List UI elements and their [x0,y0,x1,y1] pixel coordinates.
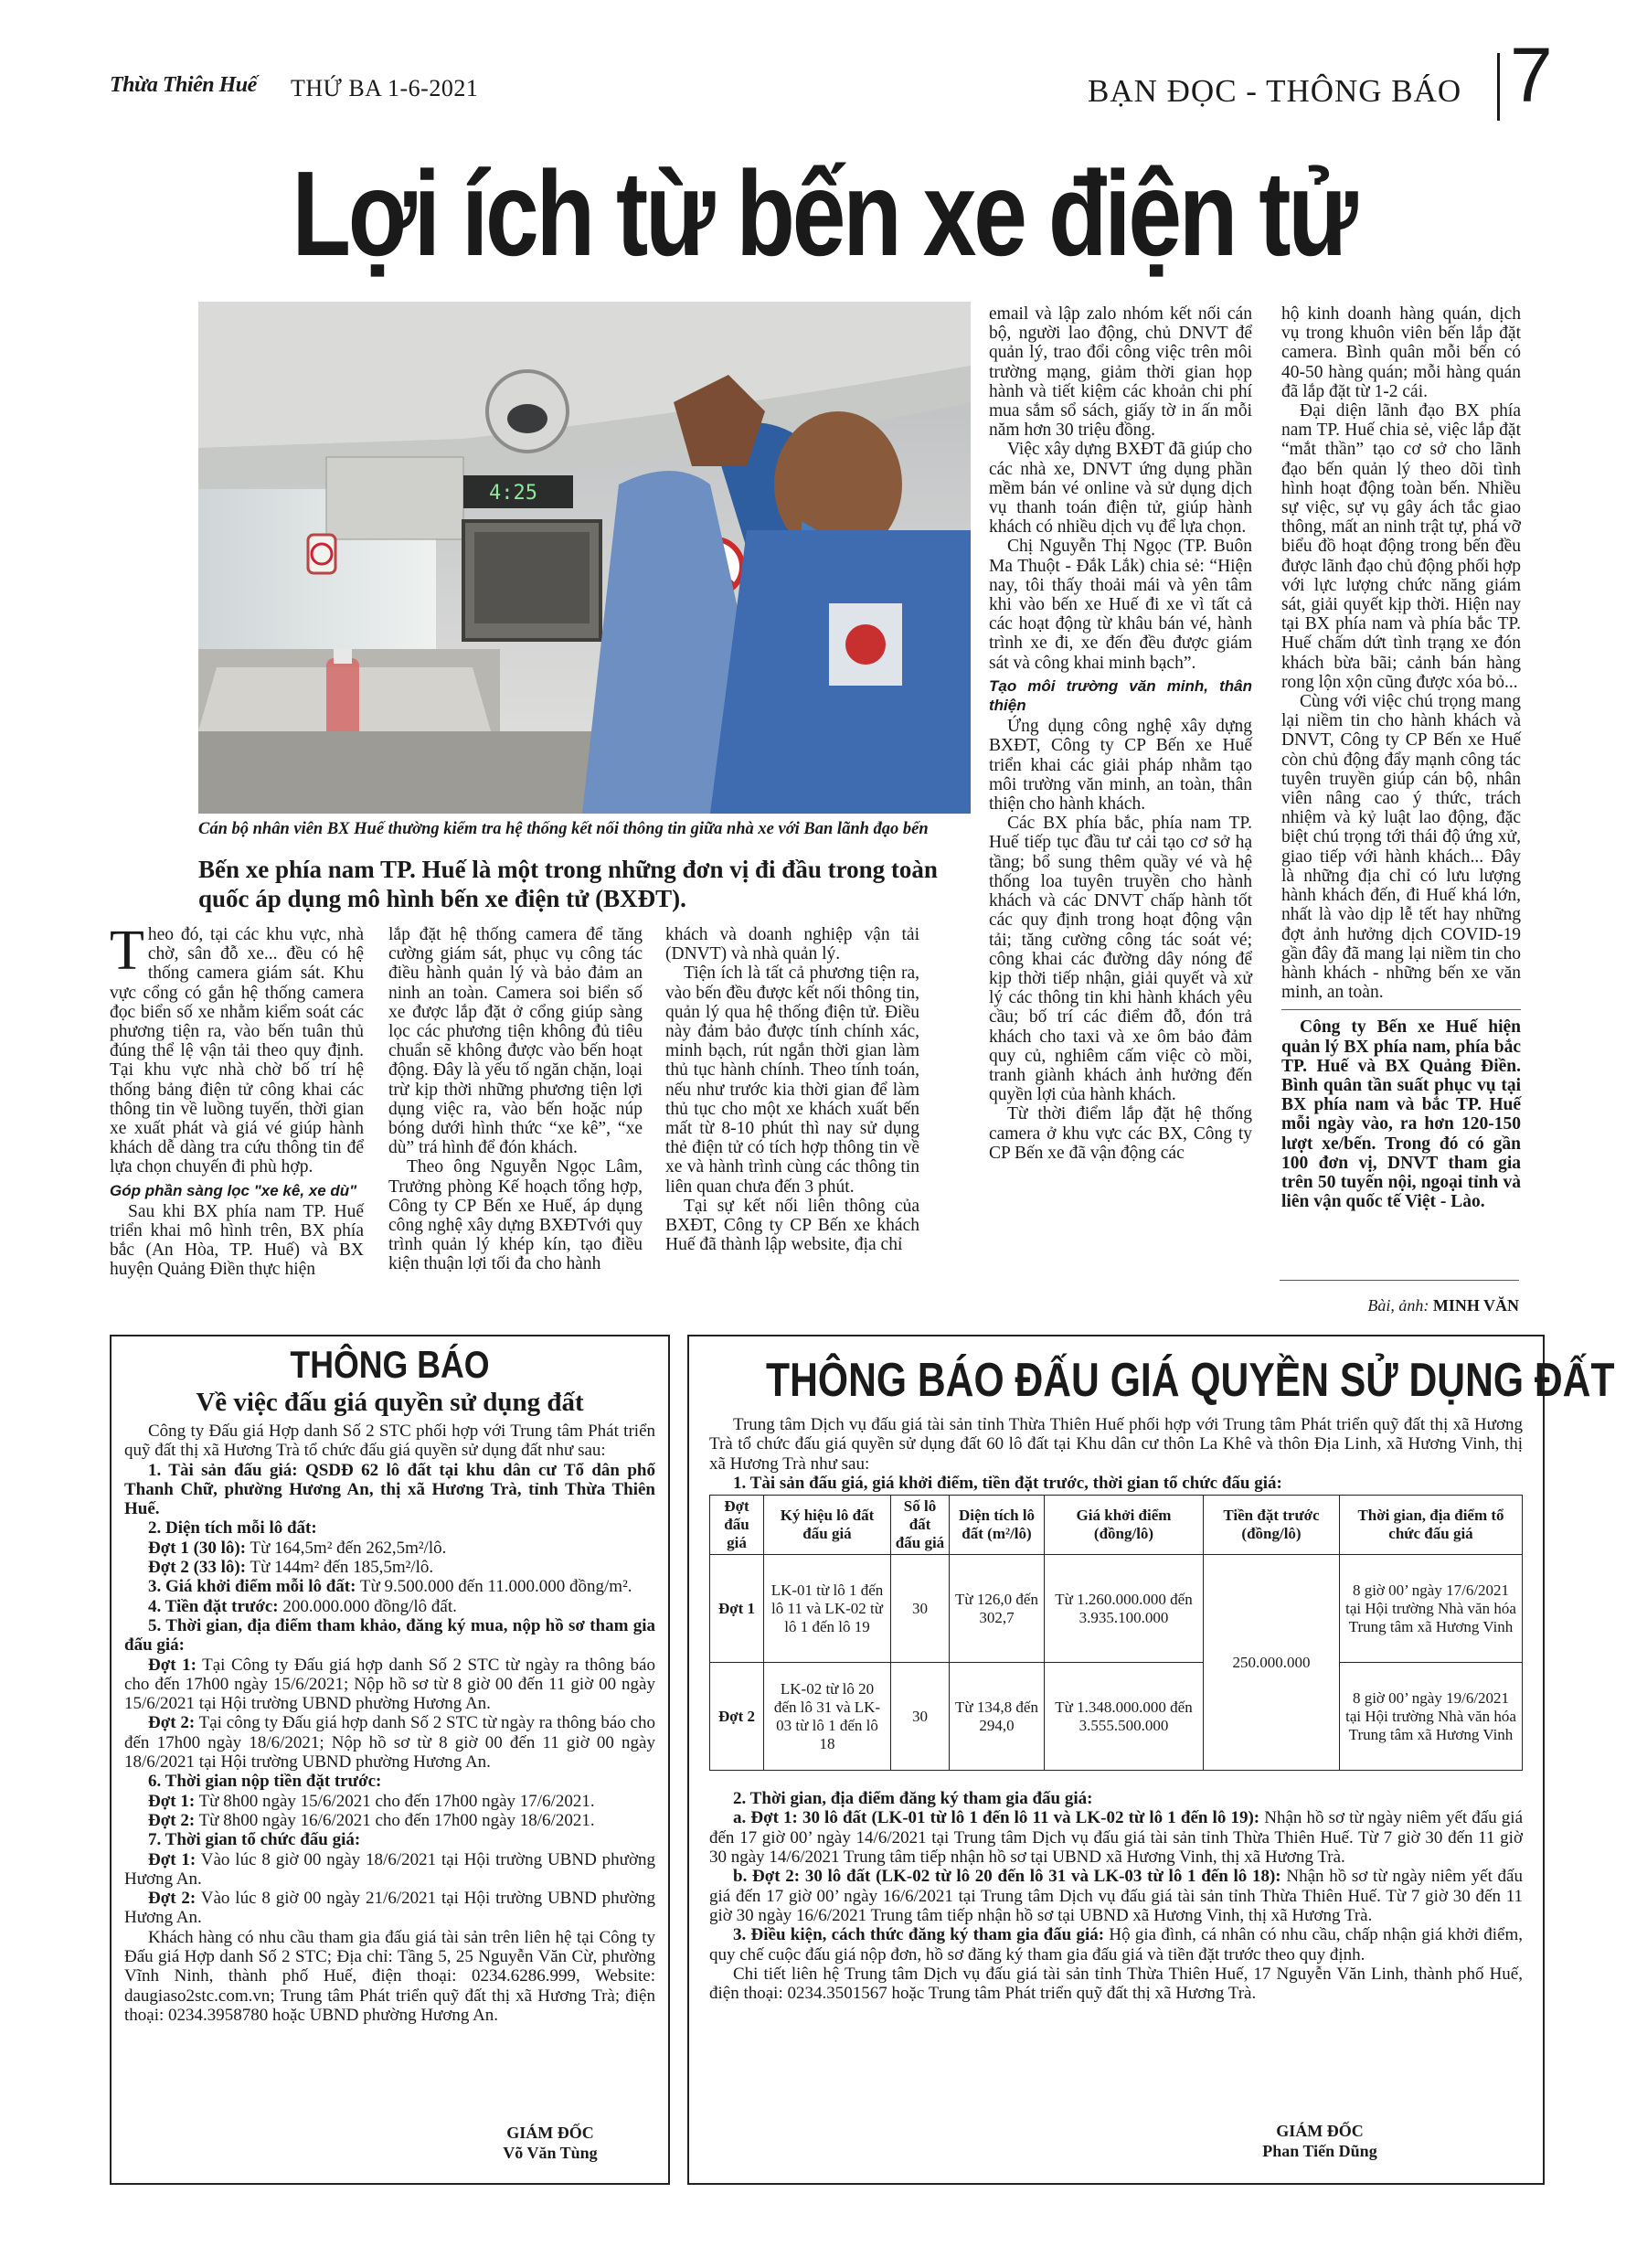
col4-paragraph: Ứng dụng công nghệ xây dựng BXĐT, Công ty CP Bến xe Huế triển khai các giải pháp nhằm tạo môi trường văn minh, an toàn, thân thiện cho hành khách. [989,717,1252,815]
notice1-s1-text: QSDĐ 62 lô đất tại khu dân cư Tổ dân phố Thanh Chữ, phường Hương An, thị xã Hương Trà, tỉnh Thừa Thiên Huế. [124,1460,656,1519]
notice2-intro: Trung tâm Dịch vụ đấu giá tài sản tỉnh Thừa Thiên Huế phối hợp với Trung tâm Phát triển quỹ đất thị xã Hương Trà tổ chức đấu giá quyền sử dụng đất 60 lô đất tại Khu dân cư thôn La Khê và thôn Địa Linh, xã Hương Vinh, thị xã Hương Trà như sau: [709,1415,1523,1474]
photo-caption: Cán bộ nhân viên BX Huế thường kiểm tra hệ thống kết nối thông tin giữa nhà xe với Ban lãnh đạo bến [198,820,929,838]
notice1-s5-d1-text: Tại Công ty Đấu giá hợp danh Số 2 STC từ ngày ra thông báo cho đến 17h00 ngày 15/6/2021; Nộp hồ sơ từ 8 giờ 00 đến 11 giờ 00 ngày 15/6/2021 tại Hội trường UBND phường Hương An. [124,1655,655,1714]
table-header: Thời gian, địa điểm tổ chức đấu giá [1340,1496,1523,1555]
byline [1281,1296,1519,1315]
notice1-body [112,1418,668,2025]
table-header: Đợt đấu giá [710,1496,764,1555]
notice2-signature [1201,2121,1439,2161]
notice2-body [689,1404,1543,2003]
notice1-section-3 [124,1577,655,1596]
notice2-signer-title: GIÁM ĐỐC [1276,2122,1364,2140]
table-header: Ký hiệu lô đất đấu giá [764,1496,891,1555]
notice2-s2b [709,1867,1523,1925]
notice1-s5-d1 [124,1656,655,1714]
byline-author: MINH VĂN [1432,1296,1519,1315]
col4-paragraph: Từ thời điểm lắp đặt hệ thống camera ở khu vực các BX, Công ty CP Bến xe đã vận động các [989,1104,1252,1163]
col2-paragraph: Theo ông Nguyễn Ngọc Lâm, Trưởng phòng Kế hoạch tổng hợp, Công ty CP Bến xe Huế, áp dụng công nghệ xây dựng BXĐTvới quy trình quản lý khép kín, tạo điều kiện thuận lợi tối đa cho hành [388,1157,643,1274]
notice1-s6-d1-text: Từ 8h00 ngày 15/6/2021 cho đến 17h00 ngày 17/6/2021. [198,1791,595,1811]
note-divider [1281,1009,1521,1010]
bus-interior-illustration [198,302,971,814]
notice2-signer-name: Phan Tiến Dũng [1262,2142,1377,2160]
notice1-s6-d2-label: Đợt 2: [148,1810,196,1830]
article-column-1 [110,920,364,1280]
article-column-4 [989,304,1252,1163]
notice2-s1-label: 1. Tài sản đấu giá, giá khởi điểm, tiền đặt trước, thời gian tổ chức đấu giá: [733,1473,1282,1493]
table-cell: 30 [891,1663,950,1771]
table-cell: 8 giờ 00’ ngày 19/6/2021 tại Hội trường Nhà văn hóa Trung tâm xã Hương Vinh [1340,1663,1523,1771]
col5-paragraph: Đại diện lãnh đạo BX phía nam TP. Huế chia sẻ, việc lắp đặt “mắt thần” tạo cơ sở cho lãnh đạo bến quản lý theo dõi tình hình hoạt động toàn bến. Nhiều sự việc, sự vụ gây ách tắc giao thông, mất an ninh trật tự, phá vỡ biểu đồ hoạt động trong bến đều được lãnh đạo chủ động phối hợp với lực lượng chức năng giám sát, giải quyết kịp thời. Hiện nay tại BX phía nam và phía bắc TP. Huế chấm dứt tình trạng xe đón khách bừa bãi; cảnh bán hàng rong lộn xộn cũng được xóa bỏ... [1281,401,1521,692]
col4-paragraph: email và lập zalo nhóm kết nối cán bộ, người lao động, chủ DNVT để quản lý, trao đổi công việc trên môi trường mạng, giảm thời gian họp hành và tiết kiệm các khoản chi phí mua sắm sổ sách, giấy tờ in ấn mỗi năm hơn 30 triệu đồng. [989,304,1252,441]
notice1-s2-d2 [124,1558,655,1577]
notice1-section-6 [124,1772,655,1791]
col1-paragraph: heo đó, tại các khu vực, nhà chờ, sân đỗ xe... đều có hệ thống camera giám sát. Khu vực cổng có gắn hệ thống camera đọc biển số xe nhằm kiểm soát các phương tiện ra, vào bến tuân thủ đúng thể lệ vận tải theo quy định. Tại khu vực nhà chờ bố trí hệ thống bảng điện tử công khai các thông tin về luồng tuyến, thời gian xe xuất phát và giá vé giúp hành khách dễ dàng tra cứu thông tin để lựa chọn chuyến đi phù hợp. [110,925,364,1177]
notice1-s5-d2-text: Tại công ty Đấu giá hợp danh Số 2 STC từ ngày ra thông báo cho đến 17h00 ngày 18/6/2021; Nộp hồ sơ từ 8 giờ 00 đến 11 giờ 00 ngày 18/6/2021 tại Hội trường UBND phường Hương An. [124,1713,655,1773]
table-header-row [710,1496,1523,1555]
article-photo [198,302,971,814]
notice1-s7-label: 7. Thời gian tổ chức đấu giá: [148,1830,361,1850]
notice1-contact: Khách hàng có nhu cầu tham gia đấu giá tài sản trên liên hệ tại Công ty Đấu giá Hợp danh Số 2 STC; Địa chỉ: Tầng 5, 25 Nguyễn Văn Cừ, phường Vĩnh Ninh, thành phố Huế, điện thoại: 0234.6286.999, Website: daugiaso2stc.com.vn; Trung tâm Phát triển quỹ đất thị xã Hương Trà; điện thoại: 0234.3958780 hoặc UBND phường Hương An. [124,1927,655,2025]
notice2-s3-label: 3. Điều kiện, cách thức đăng ký tham gia đấu giá: [733,1925,1105,1945]
table-header: Giá khởi điểm (đồng/lô) [1045,1496,1204,1555]
col3-paragraph: Tiện ích là tất cả phương tiện ra, vào bến đều được kết nối thông tin, quản lý qua hệ thống điện tử. Điều này đảm bảo được tính chính xác, minh bạch, rút ngắn thời gian làm thủ tục hành chính. Theo tính toán, nếu như trước kia thời gian để làm thủ tục cho một xe khách xuất bến mất từ 8-10 phút thì nay sử dụng thẻ điện tử có tích hợp thông tin về xe và hành trình cùng các thông tin liên quan chưa đến 3 phút. [665,964,919,1197]
notice1-s2-d2-label: Đợt 2 (33 lô): [148,1558,247,1578]
notice1-s7-d1 [124,1850,655,1890]
table-cell: Đợt 1 [710,1555,764,1663]
bus-clock: 4:25 [489,482,537,505]
notice1-signature [441,2123,660,2163]
table-header: Diện tích lô đất (m²/lô) [950,1496,1045,1555]
table-row [710,1555,1523,1663]
col4-paragraph: Các BX phía bắc, phía nam TP. Huế tiếp tục đầu tư cải tạo cơ sở hạ tầng; bổ sung thêm quầy vé và hệ thống loa tuyên truyền cho hành khách và các DNVT chấp hành tốt các quy định trong hoạt động vận tải; tăng cường công tác soát vé; công khai các đường dây nóng để kịp thời tiếp nhận, giải quyết và xử lý các thông tin khi hành khách yêu cầu; bố trí các điểm đỗ, đón trả khách cho taxi và xe ôm bảo đảm quy củ, nghiêm cấm việc cò mồi, tranh giành khách ảnh hưởng đến quyền lợi của hành khách. [989,814,1252,1105]
notice2-s2b-label: b. Đợt 2: 30 lô đất (LK-02 từ lô 20 đến lô 31 và LK-03 từ lô 1 đến lô 18): [733,1867,1281,1887]
table-cell: Đợt 2 [710,1663,764,1771]
col1-paragraph: Sau khi BX phía nam TP. Huế triển khai mô hình trên, BX phía bắc (An Hòa, TP. Huế) và BX huyện Quảng Điền thực hiện [110,1201,364,1280]
header-divider [1497,53,1500,121]
col3-paragraph: khách và doanh nghiệp vận tải (DNVT) và nhà quản lý. [665,925,919,964]
notice2-section-1 [709,1474,1523,1493]
article-column-5 [1281,304,1521,1211]
notice2-title: THÔNG BÁO ĐẤU GIÁ QUYỀN SỬ DỤNG ĐẤT [766,1354,1615,1407]
col5-paragraph: Cùng với việc chú trọng mang lại niềm tin cho hành khách và DNVT, Công ty CP Bến xe Huế còn chủ động đẩy mạnh công tác tuyên truyền giúp cán bộ, nhân viên nâng cao ý thức, trách nhiệm và kỷ luật lao động, đặc biệt chú trọng tới thái độ ứng xử, giao tiếp với hành khách... Đây là những địa chỉ có lưu lượng hành khách đến, đi Huế khá lớn, nhất là vào dịp lễ tết hay những đợt ảnh hưởng dịch COVID-19 gần đây đã mang lại niềm tin cho hành khách - những bến xe văn minh, an toàn. [1281,692,1521,1003]
byline-label: Bài, ảnh: [1367,1296,1429,1315]
notice1-s6-d1-label: Đợt 1: [148,1791,196,1811]
notice1-s7-d1-label: Đợt 1: [148,1849,197,1869]
table-cell: Từ 1.260.000.000 đến 3.935.100.000 [1045,1555,1204,1663]
auction-table [709,1495,1523,1771]
notice1-section-7 [124,1830,655,1849]
notice1-s5-d2-label: Đợt 2: [148,1713,196,1733]
notice2-s2b-text: Nhận hồ sơ từ ngày niêm yết đấu giá đến 17 giờ 00’ ngày 16/6/2021 tại Trung tâm Dịch vụ đấu giá tài sản tỉnh Thừa Thiên Huế. Từ 7 giờ 30 đến 11 giờ 30 ngày 16/6/2021 Trung tâm tiếp nhận hồ sơ tại UBND xã Hương Vinh, thị xã Hương Trà. [709,1867,1523,1925]
notice1-s3-text: Từ 9.500.000 đến 11.000.000 đồng/m². [359,1577,632,1597]
article-column-2 [388,925,643,1274]
notice2-s2a-label: a. Đợt 1: 30 lô đất (LK-01 từ lô 1 đến lô 11 và LK-02 từ lô 1 đến lô 19): [733,1808,1260,1828]
auction-notice-1 [110,1335,670,2185]
notice1-s7-d2-label: Đợt 2: [148,1889,197,1909]
table-cell-deposit: 250.000.000 [1204,1555,1340,1771]
notice1-s5-label: 5. Thời gian, địa điểm tham khảo, đăng ký mua, nộp hồ sơ tham gia đấu giá: [124,1615,655,1656]
notice2-section-3 [709,1925,1523,1965]
table-cell: Từ 1.348.000.000 đến 3.555.500.000 [1045,1663,1204,1771]
notice1-intro: Công ty Đấu giá Hợp danh Số 2 STC phối hợp với Trung tâm Phát triển quỹ đất thị xã Hương Trà tổ chức đấu giá quyền sử dụng đất như sau: [124,1421,655,1461]
table-cell: 30 [891,1555,950,1663]
notice1-title: THÔNG BÁO [290,1343,490,1386]
info-note: Công ty Bến xe Huế hiện quản lý BX phía nam, phía bắc TP. Huế và BX Quảng Điền. Bình quân tần suất phục vụ tại BX phía nam và bắc TP. Huế mỗi ngày vào, ra hơn 120-150 lượt xe/bến. Trong đó có gần 100 đơn vị, DNVT tham gia trên 50 tuyến nội, ngoại tỉnh và liên vận quốc tế Việt - Lào. [1281,1017,1521,1212]
notice1-s2-label: 2. Diện tích mỗi lô đất: [148,1518,317,1539]
table-row [710,1663,1523,1771]
notice1-s7-d2 [124,1889,655,1928]
notice1-s2-d2-text: Từ 144m² đến 185,5m²/lô. [250,1558,434,1578]
byline-divider [1280,1280,1519,1281]
paper-name: Thừa Thiên Huế [110,73,257,97]
notice1-section-1 [124,1461,655,1519]
notice1-signer-name: Võ Văn Tùng [503,2144,598,2162]
table-header: Số lô đất đấu giá [891,1496,950,1555]
col5-paragraph: hộ kinh doanh hàng quán, dịch vụ trong khuôn viên bến lắp đặt camera. Bình quân mỗi bến có 40-50 hàng quán; mỗi hàng quán đã lắp đặt từ 1-2 cái. [1281,304,1521,401]
notice1-signer-title: GIÁM ĐỐC [506,2124,594,2142]
notice1-s6-d2-text: Từ 8h00 ngày 16/6/2021 cho đến 17h00 ngày 18/6/2021. [198,1810,595,1830]
notice1-s4-text: 200.000.000 đồng/lô đất. [282,1596,457,1616]
notice1-s2-d1-text: Từ 164,5m² đến 262,5m²/lô. [250,1538,447,1558]
notice1-s4-label: 4. Tiền đặt trước: [148,1596,279,1616]
notice1-subtitle: Về việc đấu giá quyền sử dụng đất [196,1388,584,1417]
notice2-s2-label: 2. Thời gian, địa điểm đăng ký tham gia đấu giá: [733,1789,1093,1809]
subhead-2: Tạo môi trường văn minh, thân thiện [989,676,1252,715]
table-cell: 8 giờ 00’ ngày 17/6/2021 tại Hội trường Nhà văn hóa Trung tâm xã Hương Vinh [1340,1555,1523,1663]
notice1-s6-d1 [124,1792,655,1811]
notice1-s1-label: 1. Tài sản đấu giá: [148,1460,298,1480]
headline: Lợi ích từ bến xe điện tử [292,146,1355,281]
table-cell: LK-02 từ lô 20 đến lô 31 và LK-03 từ lô 1 đến lô 18 [764,1663,891,1771]
subhead-1: Góp phần sàng lọc "xe kê, xe dù" [110,1181,357,1199]
notice1-section-2 [124,1518,655,1538]
page-number: 7 [1510,32,1553,118]
notice1-section-5 [124,1616,655,1656]
notice2-contact: Chi tiết liên hệ Trung tâm Dịch vụ đấu giá tài sản tỉnh Thừa Thiên Huế, 17 Nguyễn Văn Linh, thành phố Huế, điện thoại: 0234.3501567 hoặc Trung tâm Phát triển quỹ đất thị xã Hương Trà. [709,1964,1523,2004]
notice1-s2-d1 [124,1539,655,1558]
notice1-s7-d1-text: Vào lúc 8 giờ 00 ngày 18/6/2021 tại Hội trường UBND phường Hương An. [124,1849,655,1889]
table-cell: LK-01 từ lô 1 đến lô 11 và LK-02 từ lô 1 đến lô 19 [764,1555,891,1663]
notice2-s3-text: Hộ gia đình, cá nhân có nhu cầu, chấp nhận giá khởi điểm, quy chế cuộc đấu giá nộp đơn, hồ sơ đăng ký tham gia đấu giá và tiền đặt trước theo quy định. [709,1925,1524,1965]
col4-paragraph: Chị Nguyễn Thị Ngọc (TP. Buôn Ma Thuột - Đắk Lắk) chia sẻ: “Hiện nay, tôi thấy thoải mái và yên tâm khi vào bến xe Huế đi xe vì tất cả các hoạt động từ khâu bán vé, hành trình xe đi, xe đến đều được giám sát và công khai minh bạch”. [989,537,1252,673]
notice2-s2a-text: Nhận hồ sơ từ ngày niêm yết đấu giá đến 17 giờ 00’ ngày 14/6/2021 tại Trung tâm Dịch vụ đấu giá tài sản tỉnh Thừa Thiên Huế. Từ 7 giờ 30 đến 11 giờ 30 ngày 14/6/2021 Trung tâm tiếp nhận hồ sơ tại UBND xã Hương Vinh, thị xã Hương Trà. [709,1808,1524,1868]
article-lead: Bến xe phía nam TP. Huế là một trong những đơn vị đi đầu trong toàn quốc áp dụng mô hình bến xe điện tử (BXĐT). [198,856,938,912]
notice1-section-4 [124,1597,655,1616]
article-column-3 [665,925,919,1254]
notice1-s6-d2 [124,1811,655,1830]
auction-notice-2 [687,1335,1615,2185]
issue-date: THỨ BA 1-6-2021 [291,75,479,101]
notice1-s7-d2-text: Vào lúc 8 giờ 00 ngày 21/6/2021 tại Hội trường UBND phường Hương An. [124,1889,655,1928]
col3-paragraph: Tại sự kết nối liên thông của BXĐT, Công ty CP Bến xe khách Huế đã thành lập website, địa chỉ [665,1196,919,1255]
notice2-section-2 [709,1789,1523,1808]
col2-paragraph: lắp đặt hệ thống camera để tăng cường giám sát, phục vụ công tác điều hành quản lý và bảo đảm an ninh an toàn. Camera soi biển số xe được lắp đặt ở cổng giúp sàng lọc các phương tiện không đủ tiêu chuẩn sẽ không được vào bến hoạt động. Đây là yếu tố ngăn chặn, loại trừ kịp thời những phương tiện lợi dụng việc ra, vào bến hoặc núp bóng dưới hình thức “xe kê”, “xe dù” trá hình để đón khách. [388,925,643,1158]
notice1-s5-d2 [124,1713,655,1772]
notice1-s3-label: 3. Giá khởi điểm mỗi lô đất: [148,1577,356,1597]
col4-paragraph: Việc xây dựng BXĐT đã giúp cho các nhà xe, DNVT ứng dụng phần mềm bán vé online và sử dụng dịch vụ thanh toán điện tử, giúp hành khách có nhiều dịch vụ để lựa chọn. [989,440,1252,538]
table-cell: Từ 126,0 đến 302,7 [950,1555,1045,1663]
table-cell: Từ 134,8 đến 294,0 [950,1663,1045,1771]
notice1-s6-label: 6. Thời gian nộp tiền đặt trước: [148,1772,382,1792]
drop-cap: T [110,920,144,982]
notice1-s5-d1-label: Đợt 1: [148,1655,197,1675]
section-title: BẠN ĐỌC - THÔNG BÁO [1088,73,1462,109]
notice1-s2-d1-label: Đợt 1 (30 lô): [148,1538,247,1558]
table-header: Tiền đặt trước (đồng/lô) [1204,1496,1340,1555]
notice2-s2a [709,1808,1523,1867]
